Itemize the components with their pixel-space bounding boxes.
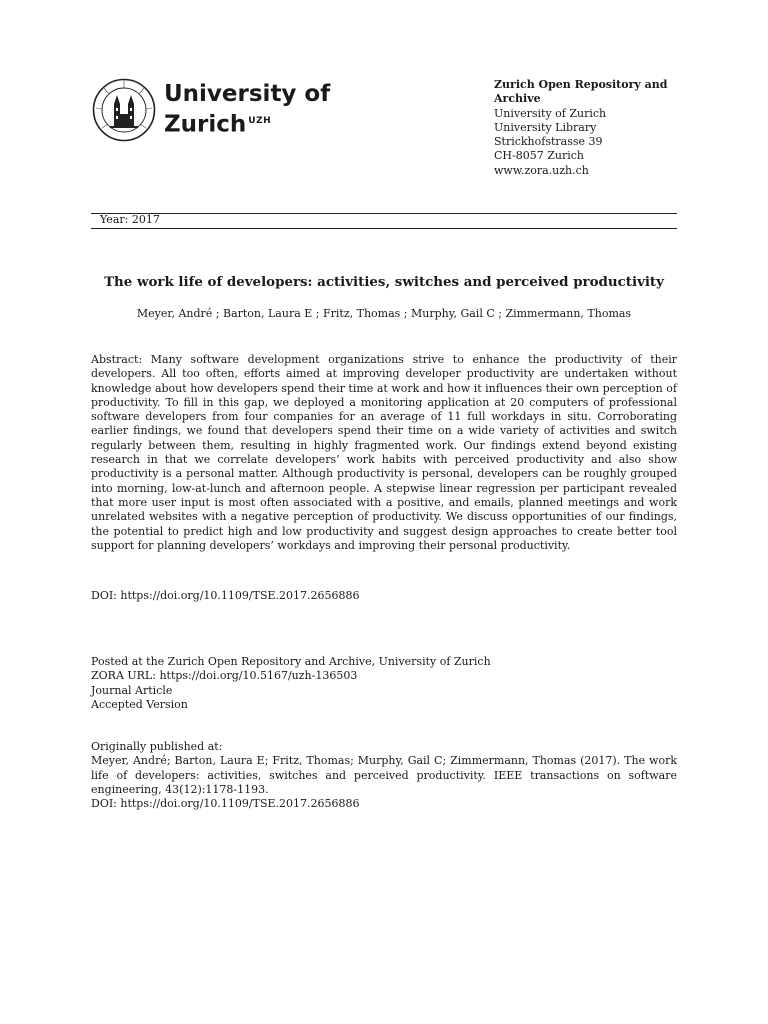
university-seal-icon bbox=[92, 78, 156, 142]
university-name bbox=[164, 81, 330, 139]
zora-url: ZORA URL: https://doi.org/10.5167/uzh-136503 bbox=[91, 669, 358, 683]
original-publication-citation: Meyer, André; Barton, Laura E; Fritz, Thomas; Murphy, Gail C; Zimmermann, Thomas (2017). The work life of developers: activities, switches and perceived productivity. IEEE transactions on software engineering, 43(12):1178-1193. bbox=[91, 754, 677, 796]
publication-version: Accepted Version bbox=[91, 697, 188, 711]
repository-title-line1: Zurich Open Repository and bbox=[494, 78, 668, 91]
original-publication-doi: DOI: https://doi.org/10.1109/TSE.2017.2656886 bbox=[91, 797, 360, 811]
publication-type: Journal Article bbox=[91, 683, 173, 697]
original-publication-heading: Originally published at: bbox=[91, 740, 223, 753]
divider-bottom bbox=[91, 228, 677, 229]
posting-line: Posted at the Zurich Open Repository and Archive, University of Zurich bbox=[91, 655, 491, 668]
paper-title: The work life of developers: activities, switches and perceived productivity bbox=[104, 274, 664, 290]
university-name-suffix: UZH bbox=[248, 116, 272, 127]
repository-website: www.zora.uzh.ch bbox=[494, 163, 589, 177]
repository-address bbox=[494, 78, 694, 178]
paper-authors: Meyer, André ; Barton, Laura E ; Fritz, Thomas ; Murphy, Gail C ; Zimmermann, Thomas bbox=[136, 307, 632, 320]
repository-title-line2: Archive bbox=[494, 92, 541, 106]
original-publication bbox=[91, 740, 677, 811]
paper-abstract: Abstract: Many software development organizations strive to enhance the productivity of their developers. All too often, efforts aimed at improving developer productivity are undertaken without knowledge about how developers spend their time at work and how it influences their own perception of productivity. To fill in this gap, we deployed a monitoring application at 20 computers of professional software developers from four companies for an average of 11 full workdays in situ. Corroborating earlier findings, we found that developers spend their time on a wide variety of activities and switch regularly between them, resulting in highly fragmented work. Our findings extend beyond existing research in that we correlate developers’ work habits with perceived productivity and also show productivity is a personal matter. Although productivity is personal, developers can be roughly grouped into morning, low-at-lunch and afternoon people. A stepwise linear regression per participant revealed that more user input is most often associated with a positive, and emails, planned meetings and work unrelated websites with a negative perception of productivity. We discuss opportunities of our findings, the potential to predict high and low productivity and suggest design approaches to create better tool support for planning developers’ workdays and improving their personal productivity. bbox=[91, 353, 677, 552]
posting-info bbox=[91, 655, 677, 712]
divider-top bbox=[91, 213, 677, 214]
paper-doi: DOI: https://doi.org/10.1109/TSE.2017.2656886 bbox=[91, 589, 360, 602]
repository-address-line: Strickhofstrasse 39 bbox=[494, 135, 603, 149]
publication-year: Year: 2017 bbox=[100, 213, 160, 226]
university-name-zurich: Zurich bbox=[164, 111, 247, 138]
repository-address-line: CH-8057 Zurich bbox=[494, 149, 584, 163]
university-name-line2 bbox=[164, 108, 330, 139]
university-name-line1: University of bbox=[164, 81, 331, 108]
repository-address-line: University of Zurich bbox=[494, 106, 607, 120]
repository-address-line: University Library bbox=[494, 120, 597, 134]
university-logo bbox=[92, 78, 330, 142]
